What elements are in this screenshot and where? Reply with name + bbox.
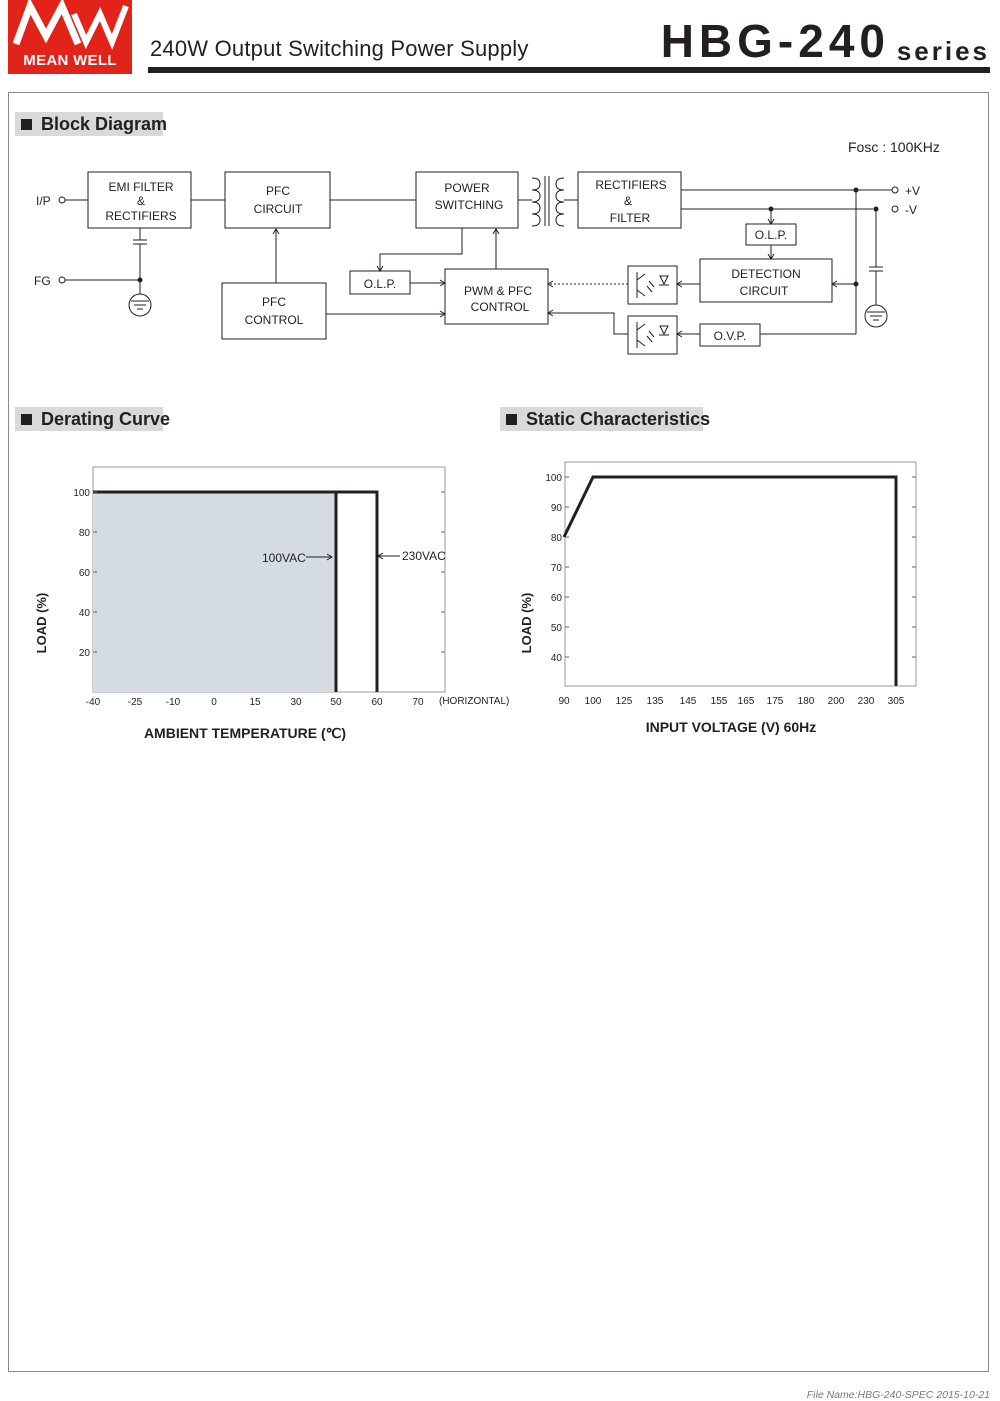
derating-x-axis-title: AMBIENT TEMPERATURE (℃) [143,725,347,741]
static-x-tick-label: 305 [887,696,905,707]
static-y-axis-title: LOAD (%) [519,592,534,654]
derating-y-axis-title: LOAD (%) [34,592,49,654]
rectifiers-filter-line1: RECTIFIERS [595,178,667,192]
emi-filter-line3: RECTIFIERS [105,209,177,223]
static-x-axis-title: INPUT VOLTAGE (V) 60Hz [645,719,817,735]
static-x-tick-label: 230 [857,696,875,707]
derating-y-tick-label: 20 [78,648,90,659]
transformer-icon [518,176,578,226]
static-x-tick-label: 165 [737,696,755,707]
emi-filter-line2: & [136,194,146,208]
power-switching-line1: POWER [444,181,490,195]
derating-x-tick-label: -40 [85,697,101,708]
derating-y-tick-label: 60 [78,568,90,579]
pfc-control-line2: CONTROL [244,313,304,327]
pfc-control-box [222,283,326,339]
static-y-tick-label: 90 [550,503,562,514]
detection-line1: DETECTION [731,267,801,281]
brand-name: MEAN WELL [23,52,117,69]
series-label: series [896,36,990,66]
derating-x-tick-label: 70 [412,697,424,708]
static-y-tick-label: 100 [545,473,562,484]
detection-line2: CIRCUIT [739,284,789,298]
static-x-tick-label: 180 [797,696,815,707]
static-load-line [564,477,896,686]
rectifiers-filter-line3: FILTER [609,211,651,225]
power-switching-line2: SWITCHING [434,198,504,212]
rectifiers-filter-line2: & [623,194,633,208]
block-diagram-title: Block Diagram [41,114,168,134]
derating-x-tick-label: -25 [127,697,143,708]
static-x-tick-label: 125 [615,696,633,707]
derating-x-extra-label: (HORIZONTAL) [439,696,510,707]
vminus-terminal-label: -V [905,203,917,217]
static-x-tick-label: 155 [710,696,728,707]
pwm-pfc-control-line2: CONTROL [470,300,530,314]
static-y-tick-label: 50 [550,623,562,634]
emi-filter-line1: EMI FILTER [108,180,174,194]
static-x-tick-label: 90 [558,696,570,707]
static-y-tick-label: 70 [550,563,562,574]
derating-curve-title: Derating Curve [41,409,171,429]
derating-x-tick-label: -10 [165,697,181,708]
heading-square-icon [506,414,517,425]
heading-square-icon [21,414,32,425]
pfc-control-line1: PFC [262,295,286,309]
derating-y-tick-label: 100 [73,488,90,499]
annotation-100vac: 100VAC [262,551,306,565]
derating-y-tick-label: 40 [78,608,90,619]
olp-left-label: O.L.P. [363,277,397,291]
derating-x-tick-label: 60 [371,697,383,708]
input-terminal-label: I/P [36,194,51,208]
document-subtitle: 240W Output Switching Power Supply [150,36,529,61]
block-diagram [0,0,1000,380]
fosc-label: Fosc : 100KHz [848,139,940,155]
derating-curve-heading [15,407,171,431]
static-characteristics-heading [500,407,711,431]
vplus-terminal-label: +V [905,184,921,198]
file-name-footer: File Name:HBG-240-SPEC 2015-10-21 [806,1389,990,1401]
static-x-tick-label: 175 [766,696,784,707]
derating-x-tick-label: 0 [211,697,217,708]
olp-right-label: O.L.P. [754,228,788,242]
static-y-tick-label: 40 [550,653,562,664]
pfc-circuit-box [225,172,330,228]
derating-x-tick-label: 50 [330,697,342,708]
model-number: HBG-240 [660,15,890,67]
derating-x-tick-label: 15 [249,697,261,708]
derating-y-tick-label: 80 [78,528,90,539]
pwm-pfc-control-line1: PWM & PFC [464,284,532,298]
ovp-label: O.V.P. [713,329,747,343]
static-plot-frame [565,462,916,686]
static-characteristics-chart [500,440,960,760]
pfc-circuit-line2: CIRCUIT [253,202,303,216]
static-characteristics-title: Static Characteristics [526,409,711,429]
static-x-tick-label: 145 [679,696,697,707]
derating-curve-chart [0,440,520,760]
pfc-circuit-line1: PFC [266,184,290,198]
annotation-230vac: 230VAC [402,549,446,563]
derating-x-tick-label: 30 [290,697,302,708]
static-y-tick-label: 60 [550,593,562,604]
derating-area-100vac [93,492,336,692]
static-x-tick-label: 135 [646,696,664,707]
static-y-tick-label: 80 [550,533,562,544]
fg-terminal-label: FG [34,274,51,288]
static-x-tick-label: 100 [584,696,602,707]
static-x-tick-label: 200 [827,696,845,707]
